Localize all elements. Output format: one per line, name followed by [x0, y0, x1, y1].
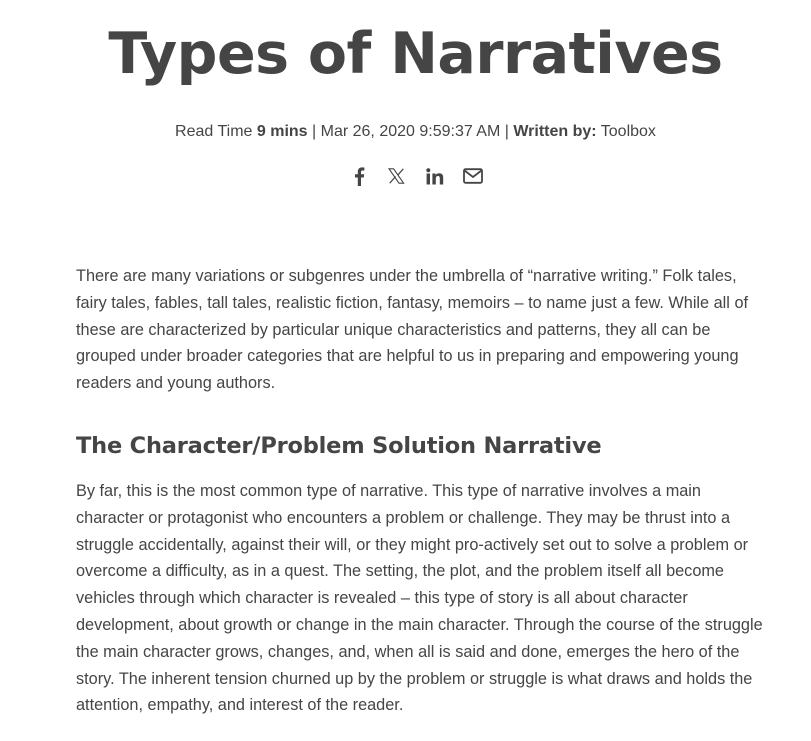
written-by-label: Written by:: [513, 123, 597, 140]
email-icon: [463, 168, 483, 184]
article-meta: [0, 121, 811, 143]
publish-date: Mar 26, 2020 9:59:37 AM: [320, 123, 501, 140]
x-twitter-icon: [388, 168, 405, 184]
linkedin-share-button[interactable]: [424, 164, 446, 188]
share-bar: [0, 164, 811, 188]
meta-separator: |: [504, 123, 509, 140]
meta-separator: |: [312, 123, 317, 140]
read-time-value: 9 mins: [256, 123, 308, 140]
page-title: Types of Narratives: [108, 21, 723, 87]
read-time-label: Read Time: [175, 123, 253, 140]
facebook-icon: [353, 167, 365, 186]
email-share-button[interactable]: [462, 164, 484, 188]
section-paragraph: By far, this is the most common type of narrative. This type of narrative involves a main character or protagonist who encounters a problem or challenge. They may be thrust into a struggle accidentally, against their will, or they might pro-actively set out to solve a problem or overcome a difficulty, as in a quest. The setting, the plot, and the problem itself all become vehicles through which character is revealed – this type of story is all about character development, about growth or change in the main character. Through the course of the struggle the main character grows, changes, and, when all is said and done, emerges the hero of the story. The inherent tension churned up by the problem or struggle is what draws and holds the attention, empathy, and interest of the reader.: [76, 482, 763, 715]
section-heading: The Character/Problem Solution Narrative: [76, 433, 602, 459]
linkedin-icon: [426, 168, 444, 185]
facebook-share-button[interactable]: [348, 164, 370, 188]
intro-paragraph: There are many variations or subgenres under the umbrella of “narrative writing.” Folk tales, fairy tales, fables, tall tales, realistic fiction, fantasy, memoirs – to name just a few. While all of these are characterized by particular unique characteristics and patterns, they all can be grouped under broader categories that are helpful to us in preparing and empowering young readers and young authors.: [76, 267, 749, 393]
x-share-button[interactable]: [386, 164, 408, 188]
author-name: Toolbox: [600, 123, 656, 140]
